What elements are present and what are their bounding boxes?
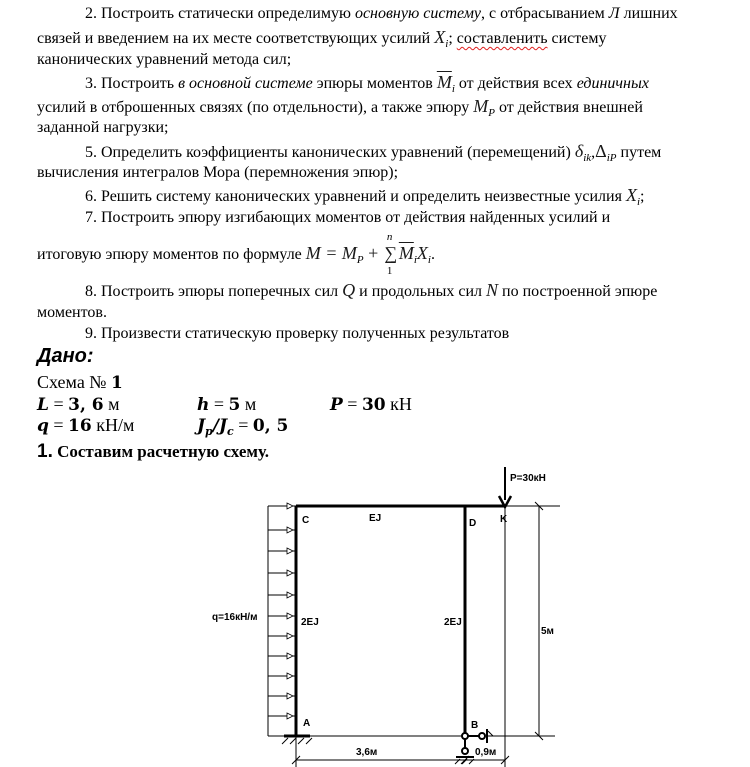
hatch xyxy=(282,738,288,744)
item-2-text: 2. Построить статически определимую xyxy=(85,5,355,22)
item-2-line-2-text: связей и введением на их месте соответствующих усилий xyxy=(37,30,435,47)
formula-plus: + xyxy=(363,243,383,263)
param-P-var: P xyxy=(330,395,343,415)
item-8-text-end: по построенной эпюре xyxy=(498,283,658,300)
var-mp-sub: P xyxy=(488,107,495,119)
hatch xyxy=(290,738,296,744)
formula-i-sub: i xyxy=(413,254,417,266)
item-2-text-end: лишних xyxy=(619,5,678,22)
param-q-eq: = xyxy=(48,415,69,435)
hatch xyxy=(306,738,312,744)
given-heading: Дано: xyxy=(37,345,94,367)
formula-p-sub: P xyxy=(356,254,364,266)
arrowhead xyxy=(287,693,293,699)
overhang-dim-label: 0,9м xyxy=(475,747,497,758)
param-h-value: 5 xyxy=(228,395,241,415)
item-2-semicolon: ; xyxy=(448,30,457,47)
item-8-text-mid: и продольных сил xyxy=(355,283,487,300)
formula-m-bar: $\overline{M}$ xyxy=(398,243,414,263)
arrowhead xyxy=(287,633,293,639)
frame-members xyxy=(296,506,505,736)
arrowhead xyxy=(287,570,293,576)
fixed-support-a xyxy=(282,736,312,744)
hatch xyxy=(298,738,304,744)
span-dim-label: 3,6м xyxy=(356,747,378,758)
param-J-p-sub: p xyxy=(205,425,213,438)
item-3-line-2-text: усилий в отброшенных связях (по отдельности), а также эпюру xyxy=(37,99,474,116)
right-column-stiffness-label: 2EJ xyxy=(444,617,462,628)
param-P-eq: = xyxy=(342,394,362,414)
left-column-stiffness-label: 2EJ xyxy=(301,617,319,628)
param-L-value: 3, 6 xyxy=(68,395,104,415)
node-k-label: K xyxy=(500,514,508,525)
sum-lower: 1 xyxy=(386,265,393,277)
arrowhead xyxy=(287,527,293,533)
param-h-var: h xyxy=(197,395,210,415)
var-mp: M xyxy=(473,96,489,116)
formula-period: . xyxy=(430,246,435,263)
arrowhead xyxy=(287,653,293,659)
sum-upper: n xyxy=(386,231,393,243)
hatch xyxy=(488,731,493,736)
param-J-eq: = xyxy=(233,415,253,435)
item-5-text: 5. Определить коэффициенты канонических уравнений (перемещений) xyxy=(85,144,575,161)
item-8-text: 8. Построить эпюры поперечных сил xyxy=(85,283,343,300)
scheme-value: 1 xyxy=(110,373,123,393)
param-P-value: 30 xyxy=(361,395,386,415)
item-8-line-2: моментов. xyxy=(37,304,107,321)
item-2-italic-term: основную систему xyxy=(354,5,482,22)
var-delta: δ xyxy=(574,141,584,161)
item-3-text-mid2: от действия всех xyxy=(454,75,577,92)
param-J-c-sub: c xyxy=(227,425,234,438)
item-2-line-2-end: систему xyxy=(547,30,607,47)
formula-lhs: M = M xyxy=(305,243,357,263)
param-q-var: q xyxy=(37,416,49,436)
step-1-text: Составим расчетную схему. xyxy=(52,442,270,461)
item-7-line-1: 7. Построить эпюру изгибающих моментов от действия найденных усилий и xyxy=(85,209,611,226)
load-q-label: q=16кН/м xyxy=(212,612,258,623)
var-x-sub: i xyxy=(445,38,449,50)
item-3-text: 3. Построить xyxy=(85,75,179,92)
item-3-line-3: заданной нагрузки; xyxy=(37,119,169,136)
dimension-lines xyxy=(268,502,560,767)
var-x-sub: i xyxy=(636,196,640,208)
step-1-number: 1. xyxy=(37,441,53,462)
node-a-label: A xyxy=(303,718,311,729)
arrowhead xyxy=(287,503,293,509)
param-q-unit: кН/м xyxy=(91,415,135,435)
param-L-unit: м xyxy=(103,394,120,414)
distributed-load xyxy=(268,506,296,716)
item-6-semicolon: ; xyxy=(640,188,645,205)
var-n: N xyxy=(486,280,499,300)
param-P-unit: кН xyxy=(385,394,412,414)
var-big-delta: Δ xyxy=(595,141,607,161)
var-m-bar: $\overline{M}$ xyxy=(436,72,452,92)
node-c-label: C xyxy=(302,515,310,526)
arrowhead xyxy=(287,592,293,598)
item-6-text: 6. Решить систему канонических уравнений и определить неизвестные усилия xyxy=(85,188,626,205)
hinge-link-end xyxy=(479,733,485,739)
node-d-label: D xyxy=(469,518,477,529)
param-L-eq: = xyxy=(48,394,69,414)
item-2-var: Л xyxy=(608,5,620,22)
arrowhead xyxy=(287,713,293,719)
var-x: X xyxy=(434,27,446,47)
formula-i-sub-2: i xyxy=(427,254,431,266)
node-b-label: B xyxy=(471,720,479,731)
var-x: X xyxy=(625,185,637,205)
height-dim-label: 5м xyxy=(541,626,554,637)
param-L-var: L xyxy=(37,395,49,415)
item-3-italic-term-2: единичных xyxy=(576,75,649,92)
hinge-vertical-link xyxy=(462,748,468,754)
item-5-line-2: вычисления интегралов Мора (перемножения эпюр); xyxy=(37,164,399,181)
item-9-line: 9. Произвести статическую проверку полученных результатов xyxy=(85,325,510,342)
misspelled-word[interactable]: составленить xyxy=(456,30,548,47)
item-3-italic-term: в основной системе xyxy=(178,75,313,92)
arrowhead xyxy=(287,548,293,554)
load-arrowheads xyxy=(287,503,293,719)
item-5-text-end: путем xyxy=(616,144,662,161)
item-2-line-3: канонических уравнений метода сил; xyxy=(37,51,292,68)
param-q-value: 16 xyxy=(68,416,92,436)
beam-stiffness-label: EJ xyxy=(369,513,382,524)
var-big-delta-sub: iP xyxy=(606,152,617,164)
var-delta-sub: ik xyxy=(583,152,592,164)
param-J-value: 0, 5 xyxy=(252,416,289,436)
arrowhead xyxy=(287,613,293,619)
item-2-text-mid: , с отбрасыванием xyxy=(481,5,609,22)
arrowhead xyxy=(287,673,293,679)
load-p-label: P=30кН xyxy=(510,473,546,484)
item-7-text: итоговую эпюру моментов по формуле xyxy=(37,246,306,263)
scheme-label: Схема № xyxy=(37,372,111,392)
param-J-slash: /J xyxy=(212,416,228,436)
comma: , xyxy=(591,144,596,161)
sum-sign: ∑ xyxy=(384,243,398,263)
item-3-line-2-end: от действия внешней xyxy=(494,99,643,116)
param-h-unit: м xyxy=(240,394,257,414)
param-J-var: J xyxy=(197,416,206,436)
hinge-b xyxy=(462,733,468,739)
var-q: Q xyxy=(342,280,356,300)
formula-x: X xyxy=(416,243,428,263)
var-m-bar-sub: i xyxy=(451,83,455,95)
param-h-eq: = xyxy=(209,394,229,414)
item-3-text-mid: эпюры моментов xyxy=(312,75,437,92)
